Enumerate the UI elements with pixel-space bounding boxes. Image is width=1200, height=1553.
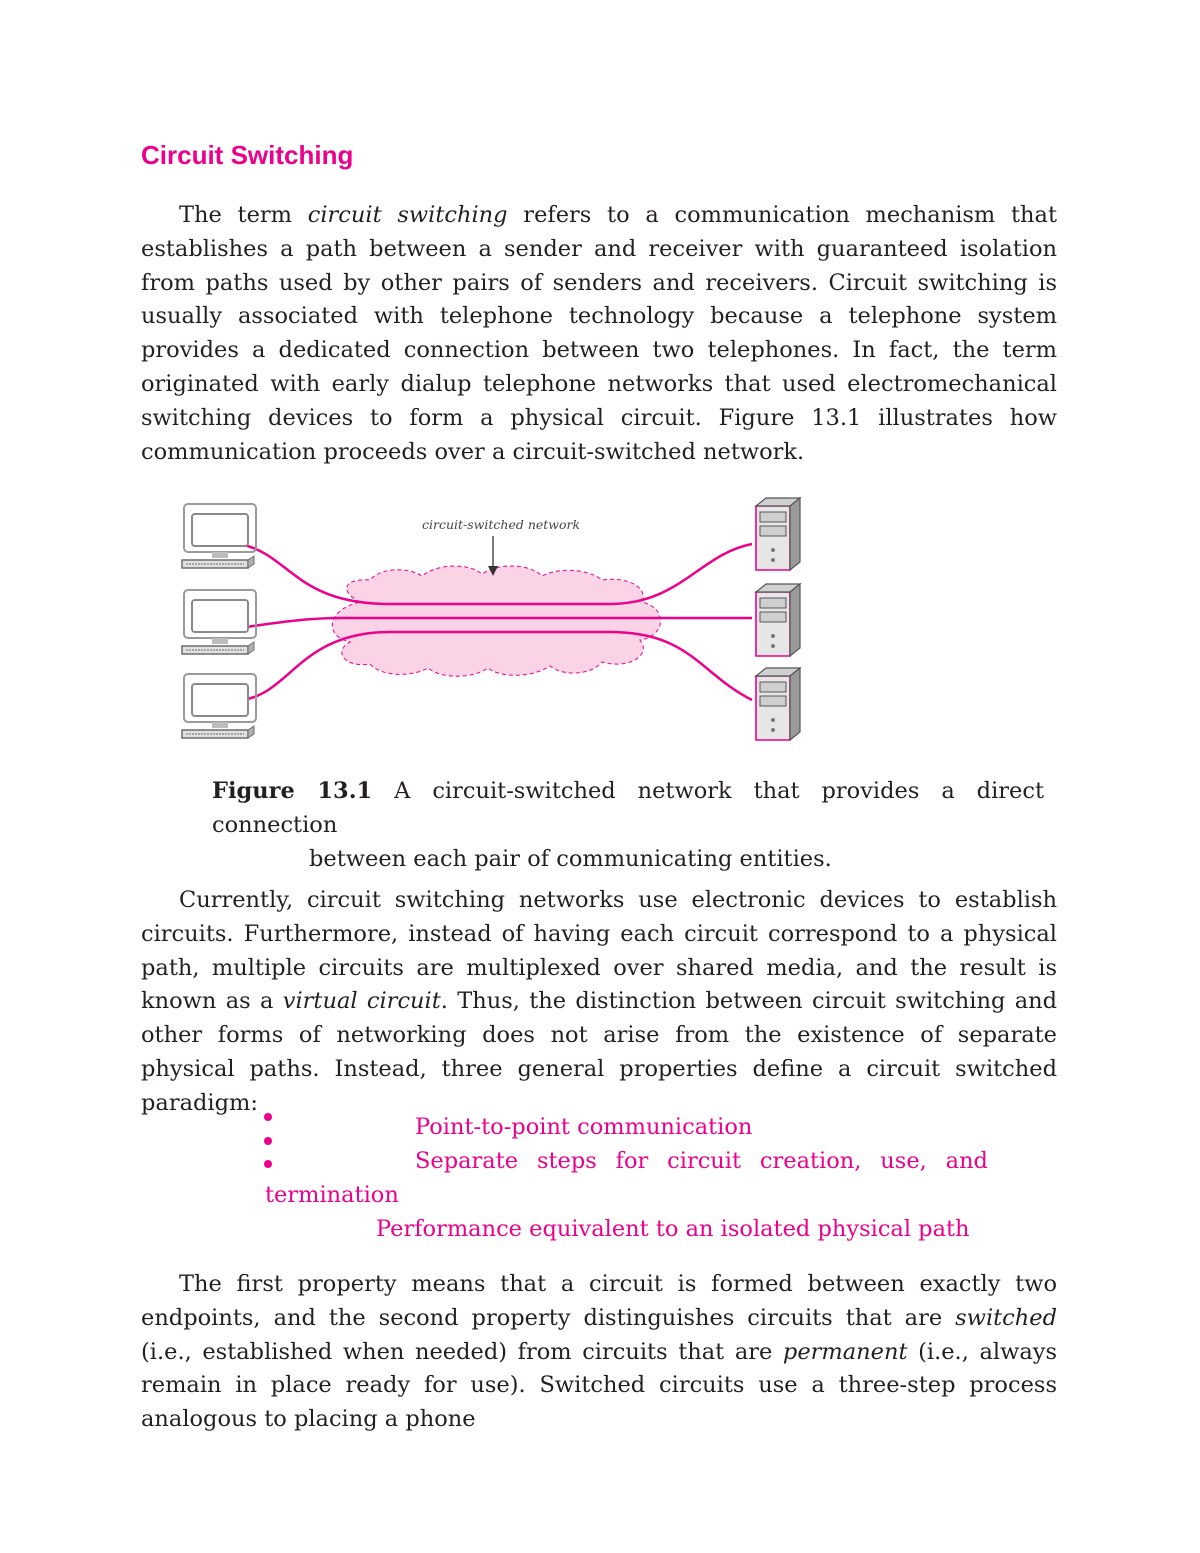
- caption-text: A circuit-switched network that provides a direct connection: [212, 778, 1044, 838]
- figure-label: Figure 13.1: [212, 778, 373, 804]
- property-word: creation,: [759, 1148, 862, 1174]
- server-icon: [756, 584, 800, 656]
- property-item: Performance equivalent to an isolated physical path: [376, 1216, 970, 1242]
- bullet-icon: [264, 1137, 272, 1145]
- term-circuit-switching: circuit switching: [307, 202, 508, 228]
- computer-icon: [182, 504, 256, 568]
- circuit-switched-network-figure: [170, 494, 810, 750]
- paragraph-text: refers to a communication mechanism that establishes a path between a sender and receiver with guaranteed isolation from paths used by other pairs of senders and receivers. Circuit switching is usually associated with telephone technology because a telephone system provides a dedicated connection between two telephones. In fact, the term originated with early dialup telephone networks that used electromechanical switching devices to form a physical circuit. Figure 13.1 illustrates how communication proceeds over a circuit-switched network.: [141, 202, 1057, 465]
- server-icon: [756, 498, 800, 570]
- paragraph-text: The first property means that a circuit is formed between exactly two endpoints, and the second property distinguishes circuits that are: [141, 1271, 1057, 1331]
- bullet-icon: [264, 1160, 272, 1168]
- paragraph-text: Currently, circuit switching networks use electronic devices to establish circuits. Furthermore, instead of having each circuit correspond to a physical path, multiple circuits are multiplexed over shared media, and the result is known as a: [141, 887, 1057, 1015]
- property-word: for: [615, 1148, 649, 1174]
- property-word: steps: [536, 1148, 597, 1174]
- term-permanent: permanent: [782, 1338, 908, 1365]
- property-item-continuation: termination: [265, 1182, 399, 1208]
- property-word: Separate: [415, 1148, 519, 1174]
- figure-caption: [212, 774, 1044, 876]
- paragraph-properties: [141, 1268, 1057, 1437]
- property-word: and: [945, 1148, 988, 1174]
- paragraph-text: . Thus, the distinction between circuit switching and other forms of networking does not arise from the existence of separate physical paths. Instead, three general properties define a circuit switched paradigm:: [141, 988, 1058, 1116]
- paragraph-text: (i.e., established when needed) from circuits that are: [141, 1338, 783, 1365]
- computer-icon: [182, 590, 256, 654]
- paragraph-virtual-circuit: [141, 884, 1057, 1121]
- paragraph-intro: [141, 199, 1057, 469]
- term-switched: switched: [955, 1304, 1057, 1331]
- property-item: Point-to-point communication: [415, 1114, 753, 1140]
- paragraph-text: (i.e., always remain in place ready for use). Switched circuits use a three-step process analogous to placing a phone: [141, 1338, 1058, 1433]
- network-cloud: [332, 566, 660, 676]
- computer-icon: [182, 674, 256, 738]
- section-heading: Circuit Switching: [141, 140, 354, 170]
- property-word: circuit: [667, 1148, 742, 1174]
- paragraph-text: The term: [179, 202, 308, 228]
- bullet-icon: [264, 1113, 272, 1121]
- network-label: circuit-switched network: [422, 517, 581, 532]
- property-item: [415, 1144, 988, 1178]
- term-virtual-circuit: virtual circuit: [282, 988, 441, 1015]
- server-icon: [756, 668, 800, 740]
- caption-text: between each pair of communicating entities.: [309, 846, 832, 872]
- property-word: use,: [880, 1148, 927, 1174]
